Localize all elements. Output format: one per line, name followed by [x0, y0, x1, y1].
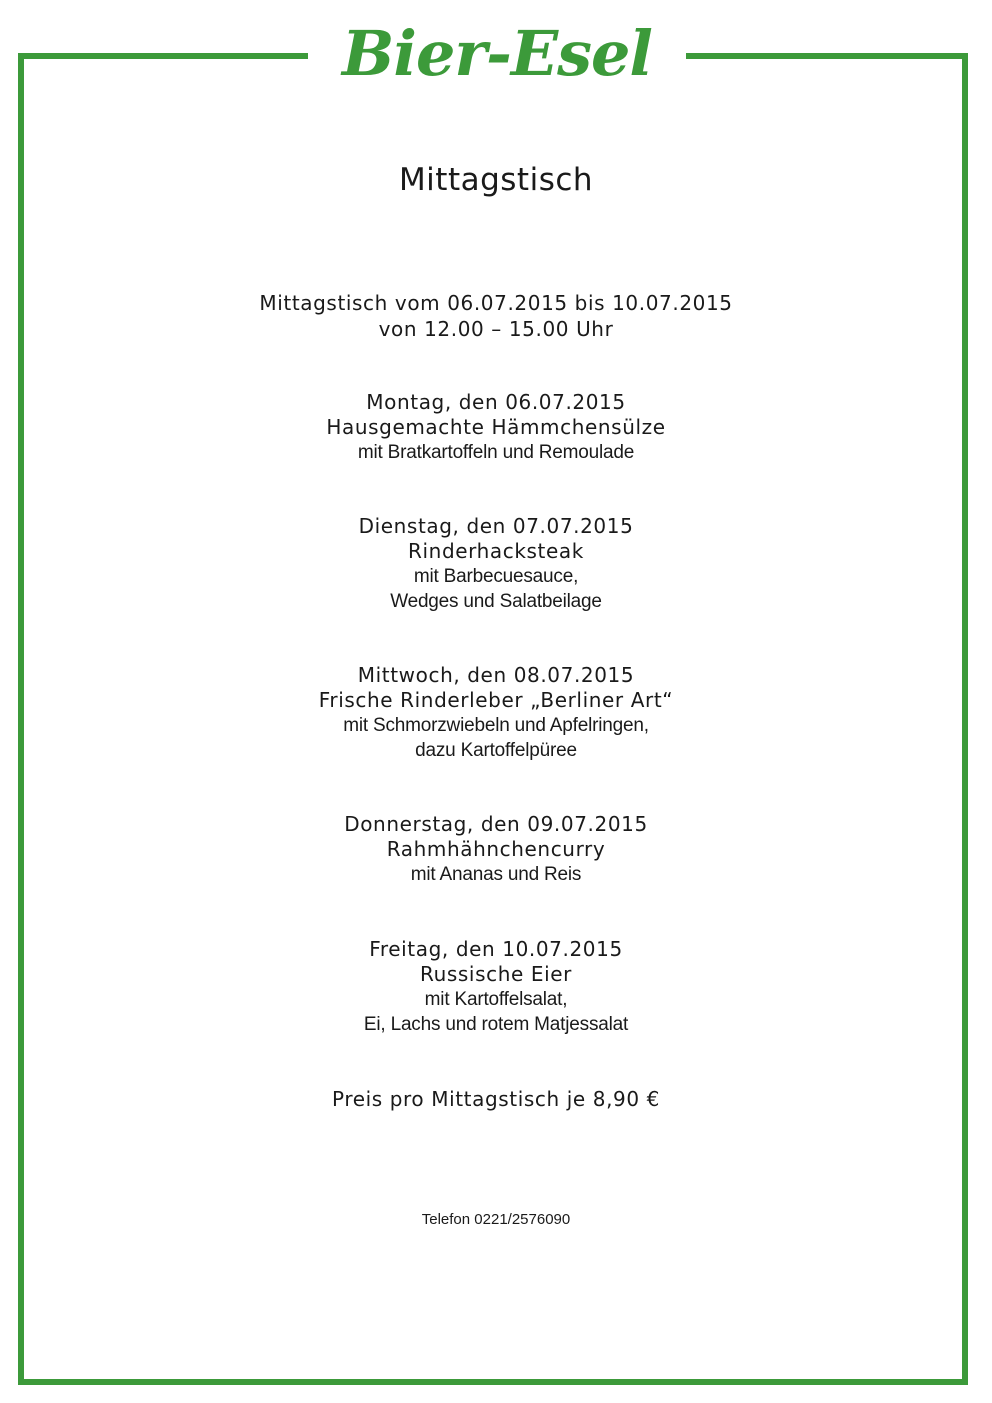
- day-dish: Hausgemachte Hämmchensülze: [326, 415, 666, 439]
- day-menu-wednesday: [0, 663, 992, 763]
- day-date: Freitag, den 10.07.2015: [369, 937, 623, 961]
- menu-period: [0, 290, 992, 342]
- day-dish: Rahmhähnchencurry: [386, 837, 606, 861]
- day-menu-tuesday: [0, 514, 992, 614]
- day-side: mit Bratkartoffeln und Remoulade: [357, 442, 635, 463]
- day-date: Mittwoch, den 08.07.2015: [357, 663, 635, 687]
- day-side: dazu Kartoffelpüree: [415, 740, 577, 761]
- day-menu-monday: [0, 390, 992, 465]
- day-date: Donnerstag, den 09.07.2015: [344, 812, 648, 836]
- day-date: Montag, den 06.07.2015: [366, 390, 626, 414]
- day-side: Wedges und Salatbeilage: [390, 591, 602, 612]
- day-menu-thursday: [0, 812, 992, 887]
- day-side: Ei, Lachs und rotem Matjessalat: [363, 1014, 629, 1035]
- day-date: Dienstag, den 07.07.2015: [358, 514, 634, 538]
- menu-period-dates: Mittagstisch vom 06.07.2015 bis 10.07.2015: [259, 291, 733, 315]
- day-side: mit Barbecuesauce,: [413, 566, 579, 587]
- price-note: Preis pro Mittagstisch je 8,90 €: [332, 1087, 660, 1111]
- day-menu-friday: [0, 937, 992, 1037]
- day-side: mit Ananas und Reis: [410, 864, 582, 885]
- day-side: mit Schmorzwiebeln und Apfelringen,: [343, 715, 649, 736]
- page-title: Mittagstisch: [398, 162, 594, 198]
- phone-number: Telefon 0221/2576090: [421, 1211, 571, 1228]
- day-dish: Frische Rinderleber „Berliner Art“: [318, 688, 674, 712]
- menu-period-hours: von 12.00 – 15.00 Uhr: [378, 317, 614, 341]
- brand-logo: Bier-Esel: [342, 17, 652, 90]
- day-dish: Russische Eier: [420, 962, 572, 986]
- day-dish: Rinderhacksteak: [408, 539, 584, 563]
- day-side: mit Kartoffelsalat,: [424, 989, 568, 1010]
